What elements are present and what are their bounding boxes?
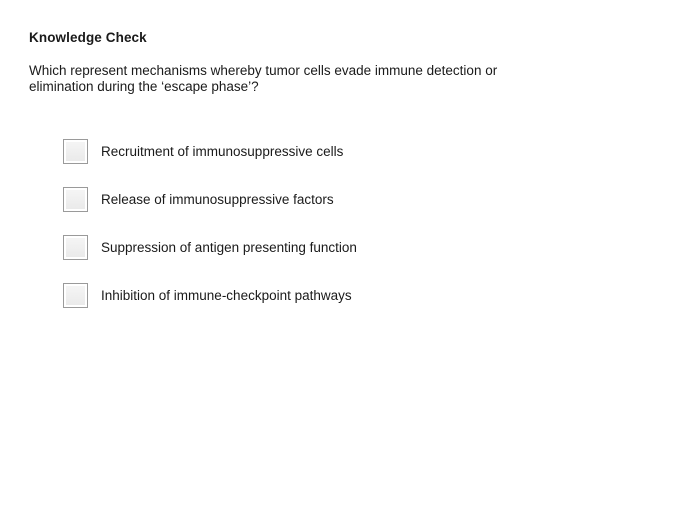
page-title: Knowledge Check	[29, 30, 147, 45]
option-inhibition-of-immune-checkpoint-pathways[interactable]	[63, 282, 357, 309]
option-recruitment-of-immunosuppressive-cells[interactable]	[63, 138, 357, 165]
option-label[interactable]: Recruitment of immunosuppressive cells	[101, 144, 344, 159]
option-label[interactable]: Release of immunosuppressive factors	[101, 192, 334, 207]
option-checkbox[interactable]	[63, 235, 88, 260]
option-suppression-of-antigen-presenting-function[interactable]	[63, 234, 357, 261]
option-checkbox[interactable]	[63, 187, 88, 212]
option-checkbox[interactable]	[63, 283, 88, 308]
answer-options	[63, 138, 357, 330]
option-label[interactable]: Inhibition of immune-checkpoint pathways	[101, 288, 352, 303]
option-release-of-immunosuppressive-factors[interactable]	[63, 186, 357, 213]
option-label[interactable]: Suppression of antigen presenting function	[101, 240, 357, 255]
question-text: Which represent mechanisms whereby tumor cells evade immune detection or elimination during the ‘escape phase’?	[29, 63, 498, 94]
option-checkbox[interactable]	[63, 139, 88, 164]
